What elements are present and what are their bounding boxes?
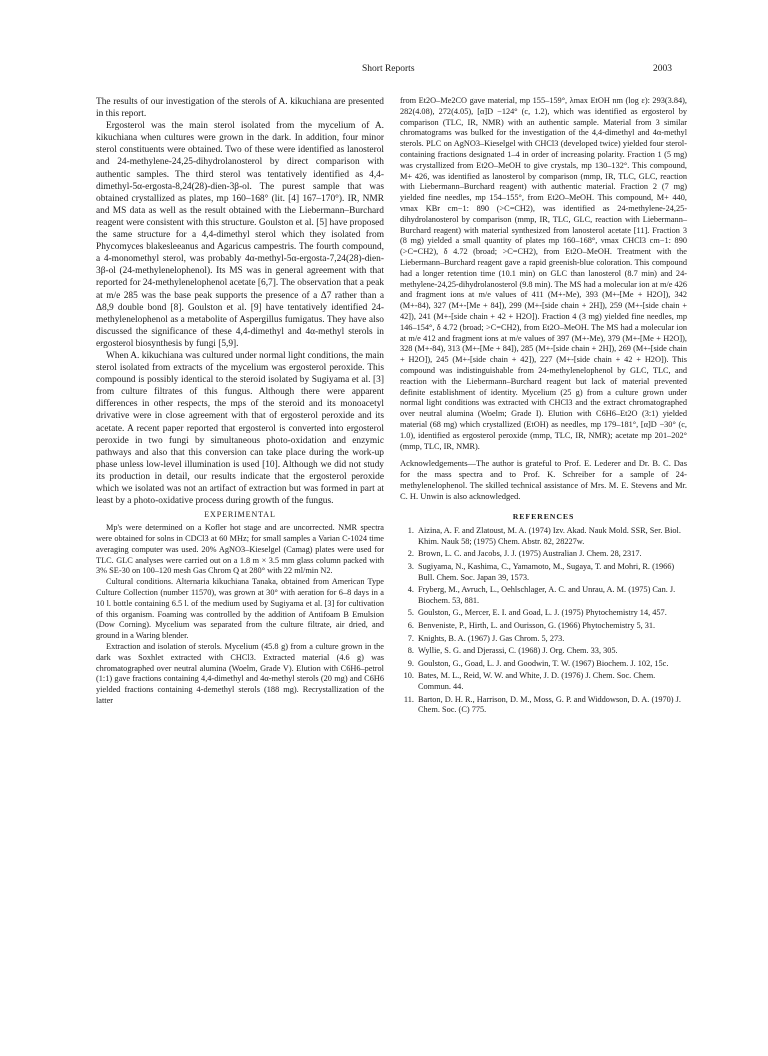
references-heading: REFERENCES — [512, 512, 575, 522]
experimental-paragraph: Extraction and isolation of sterols. Mycelium (45.8 g) from a culture grown in the dark was Soxhlet extracted with CHCl3. Extracted material (4.6 g) was chromatographed over neutral alumina (Woelm, Grade V). Elution with C6H6–petrol (1:1) gave fractions containing 4,4-dimethyl and 4α-methyl sterols (20 mg) and C6H6 yielded fractions containing 4-demethyl sterols (188 mg). Recrystallization of the latter — [96, 641, 384, 705]
experimental-paragraph: Cultural conditions. Alternaria kikuchiana Tanaka, obtained from American Type Culture Collection (number 11570), was grown at 30° with aeration for 6–8 days in a 10 l. bottle containing 6.5 l. of the medium used by Sugiyama et al. [3] for cultivation of this organism. Foaming was controlled by the addition of Antifoam B Emulsion (Dow Corning). Mycelium was separated from the culture filtrate, air dried, and ground in a Waring blender. — [96, 577, 384, 641]
reference-number: 11. — [403, 694, 414, 704]
reference-text: Goulston, G., Mercer, E. I. and Goad, L. J. (1975) Phytochemistry 14, 457. — [418, 608, 667, 618]
reference-item — [400, 621, 687, 632]
reference-item — [400, 585, 687, 606]
reference-item — [400, 608, 687, 619]
reference-text: Sugiyama, N., Kashima, C., Yamamoto, M., Sugaya, T. and Mohri, R. (1966) Bull. Chem. Soc. Japan 39, 1573. — [418, 562, 675, 582]
running-head: Short Reports — [362, 64, 415, 74]
body-paragraph: When A. kikuchiana was cultured under normal light conditions, the main sterol isolated from extracts of the mycelium was ergosterol peroxide. This compound is possibly identical to the steroid isolated by Sugiyama et al. [3] from culture filtrates of this fungus. Although there were apparent differences in other respects, the mps of the steroid and its monoacetyl drivative were in close agreement with that of ergosterol peroxide and its acetate. A recent paper reported that ergosterol is converted into ergosterol peroxide in two fungi by simultaneous photo-oxidation and enzymic pathways and also that this conversion can take place during the work-up phase unless low-level illumination is used [10]. Although we did not study its production in detail, our results indicate that the ergosterol peroxide which we isolated was not an artifact of extraction but was formed in part at least by a photo-oxidative process during growth of the fungus. — [96, 350, 384, 507]
body-paragraph: The results of our investigation of the sterols of A. kikuchiana are presented in this report. — [96, 97, 384, 120]
reference-item — [400, 562, 687, 583]
reference-text: Barton, D. H. R., Harrison, D. M., Moss, G. P. and Widdowson, D. A. (1970) J. Chem. Soc. (C) 775. — [418, 694, 681, 715]
reference-text: Fryberg, M., Avruch, L., Oehlschlager, A. C. and Unrau, A. M. (1975) Can. J. Biochem. 53, 881. — [418, 585, 676, 605]
experimental-paragraph: Mp's were determined on a Kofler hot stage and are uncorrected. NMR spectra were obtained for solns in CDCl3 at 60 MHz; for small samples a Varian C-1024 time averaging computer was used. 20% AgNO3–Kieselgel (Camag) plates were used for TLC. GLC analyses were carried out on a 1.8 m × 3.5 mm glass column packed with 3% SE-30 on 100–120 mesh Gas Chrom Q at 280° with 22 ml/min N2. — [96, 523, 384, 576]
reference-text: Aizina, A. F. and Zlatoust, M. A. (1974) Izv. Akad. Nauk Mold. SSR, Ser. Biol. Khim. Nauk 58; (1975) Chem. Abstr. 82, 28227w. — [418, 526, 681, 546]
reference-text: Wyllie, S. G. and Djerassi, C. (1968) J. Org. Chem. 33, 305. — [418, 646, 618, 656]
reference-item — [400, 526, 687, 547]
reference-item — [400, 549, 687, 560]
reference-number: 10. — [403, 671, 414, 681]
reference-number: 6. — [407, 621, 414, 631]
experimental-paragraph: from Et2O–Me2CO gave material, mp 155–159°, λmax EtOH nm (log ε): 293(3.84), 282(4.08), 272(4.05), [α]D −124° (c, 1.2), which was identified as ergosterol by comparison (TLC, IR, NMR) with an authentic sample. Material from 3 similar chromatograms was bulked for the investigation of the 4,4-dimethyl and 4α-methyl sterols. PLC on AgNO3–Kieselgel with CHCl3 (developed twice) yielded four sterol-containing fractions designated 1–4 in order of increasing polarity. Fraction 1 (5 mg) was crystallized from Et2O–MeOH to give crystals, mp 130–132°. This compound, M+ 426, was identified as lanosterol by comparison (mmp, IR, TLC, GLC, reaction with Liebermann–Burchard reagent) with authentic material. Fraction 2 (7 mg) yielded fine needles, mp 154–155°, from Et2O–MeOH. This compound, M+ 440, νmax KBr cm−1: 890 (>C=CH2), was identified as 24-methylene-24,25-dihydrolanosterol by comparison (mmp, IR, TLC, GLC, reaction with Liebermann–Burchard reagent) with material synthesized from lanosterol acetate [11]. Fraction 3 (8 mg) yielded a small quantity of plates mp 160–168°, νmax CHCl3 cm−1: 890 (>C=CH2), δ 4.72 (broad; >C=CH2), from Et2O–MeOH. Treatment with the Liebermann–Burchard reagent gave a rapid greenish-blue coloration. This compound had a longer retention time (10.1 min) on GLC than lanosterol (8.7 min) and 24-methylene-24,25-dihydrolanosterol (9.8 min). The MS had a molecular ion at m/e 426 and fragment ions at m/e values of 411 (M+-Me), 393 (M+-[Me + H2O]), 342 (M+-84), 327 (M+-[Me + 84]), 299 (M+-[side chain + 2H]), 259 (M+-[side chain + 42]), 241 (M+-[side chain + 42 + H2O]). Fraction 4 (3 mg) yielded fine needles, mp 146–154°, δ 4.72 (broad; >C=CH2), from Et2O–MeOH. The MS had a molecular ion at m/e 412 and fragment ions at m/e values of 397 (M+-Me), 379 (M+-[Me + H2O]), 328 (M+-84), 313 (M+-[Me + 84]), 285 (M+-[side chain + 2H]), 269 (M+-[side chain + H2O]), 245 (M+-[side chain + 42]), 227 (M+-[side chain + 42 + H2O]). This compound was indistinguishable from 24-methylenelophenol by GLC, TLC, and reaction with the Liebermann–Burchard reagent but lack of material prevented definite establishment of identity. Mycelium (25 g) from a culture grown under normal light conditions was extracted with CHCl3 and the extract chromatographed over neutral alumina (Woelm; Grade I). Elution with C6H6–Et2O (3:1) yielded material (68 mg) which crystallized (EtOH) as needles, mp 179–181°, [α]D −30° (c, 1.0), identified as ergosterol peroxide (mmp, TLC, IR, NMR); acetate mp 201–202° (mmp, TLC, IR, NMR). — [400, 96, 687, 451]
results-discussion — [96, 96, 384, 507]
reference-item — [400, 659, 687, 670]
reference-number: 7. — [407, 633, 414, 643]
reference-item — [400, 634, 687, 645]
reference-item — [400, 695, 687, 716]
reference-text: Goulston, G., Goad, L. J. and Goodwin, T. W. (1967) Biochem. J. 102, 15c. — [418, 658, 669, 668]
page-header — [0, 64, 768, 80]
right-column — [400, 96, 687, 718]
reference-text: Bates, M. L., Reid, W. W. and White, J. D. (1976) J. Chem. Soc. Chem. Commun. 44. — [418, 671, 656, 692]
reference-item — [400, 671, 687, 692]
experimental-section — [96, 523, 384, 707]
experimental-continued — [400, 96, 687, 452]
reference-number: 1. — [407, 526, 414, 536]
reference-number: 8. — [407, 646, 414, 656]
reference-number: 3. — [407, 562, 414, 572]
reference-text: Knights, B. A. (1967) J. Gas Chrom. 5, 273. — [418, 633, 565, 643]
reference-number: 9. — [407, 658, 414, 668]
left-column — [96, 96, 384, 707]
reference-text: Benveniste, P., Hirth, L. and Ourisson, G. (1966) Phytochemistry 5, 31. — [418, 621, 656, 631]
reference-number: 4. — [407, 585, 414, 595]
body-paragraph: Ergosterol was the main sterol isolated from the mycelium of A. kikuchiana when cultures were grown in the dark. In addition, four minor sterol constituents were obtained. Two of these were identified as lanosterol and 24-methylene-24,25-dihydrolanosterol by direct comparison with authentic samples. The third sterol was tentatively identified as 4,4-dimethyl-5α-ergosta-8,24(28)-dien-3β-ol. The purest sample that was obtained crystallized as plates, mp 160–168° (lit. [4] 167–170°). IR, NMR and MS data as well as the result obtained with the Liebermann–Burchard reagent were consistent with this structure. Goulston et al. [5] have proposed the same structure for a 4,4-dimethyl sterol which they isolated from Phycomyces blakesleeanus and Agaricus campestris. The fourth compound, a 4-monomethyl sterol, was probably 4α-methyl-5α-ergosta-7,24(28)-dien-3β-ol (24-methylenelophenol). Its MS was in general agreement with that reported for 24-methylenelophenol acetate [6,7]. The observation that a peak at m/e 285 was the base peak supports the presence of a Δ7 rather than a Δ8,9 double bond [8]. Goulston et al. [9] have tentatively identified 24-methylenelophenol as a metabolite of Aspergillus fumigatus. They have also discussed the significance of these 4,4-dimethyl and 4α-methyl sterols in ergosterol biosynthesis by fungi [5,9]. — [96, 121, 384, 349]
reference-text: Brown, L. C. and Jacobs, J. J. (1975) Australian J. Chem. 28, 2317. — [418, 549, 642, 559]
experimental-heading: EXPERIMENTAL — [204, 510, 276, 520]
reference-item — [400, 646, 687, 657]
acknowledgements: Acknowledgements—The author is grateful to Prof. E. Lederer and Dr. B. C. Das for the mass spectra and to Prof. K. Schreiber for a sample of 24-methylenelophenol. The skilled technical assistance of Mrs. M. E. Stevens and Mr. C. H. Unwin is also acknowledged. — [400, 458, 687, 502]
reference-number: 2. — [407, 549, 414, 559]
page-number: 2003 — [653, 64, 672, 74]
reference-list — [400, 526, 687, 716]
reference-number: 5. — [407, 608, 414, 618]
